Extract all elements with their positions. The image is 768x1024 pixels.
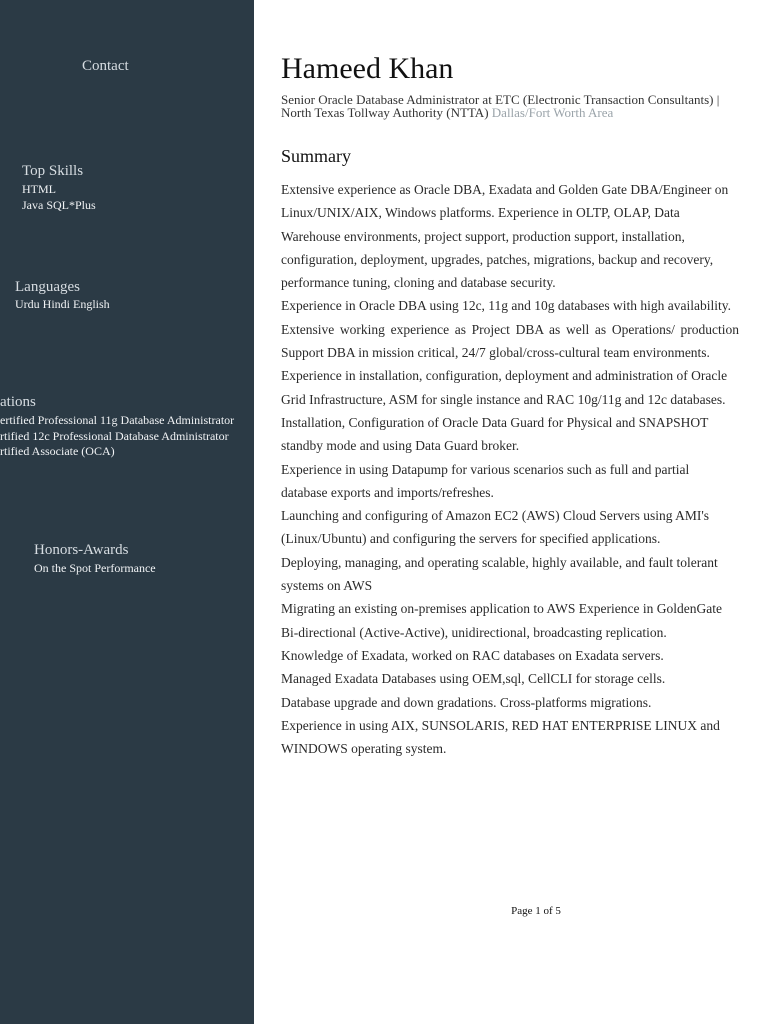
location: Dallas/Fort Worth Area <box>491 105 614 120</box>
summary-paragraph: Installation, Configuration of Oracle Data Guard for Physical and SNAPSHOT standby mode and using Data Guard broker. <box>281 414 709 454</box>
certification-item: rtified Associate (OCA) <box>0 444 115 458</box>
main-content <box>281 0 741 1024</box>
summary-heading: Summary <box>281 146 351 166</box>
certifications-heading: ations <box>0 394 36 410</box>
headline-text: Senior Oracle Database Administrator at ETC (Electronic Transaction Consultants) | North Texas Tollway Authority (NTTA) <box>281 92 720 120</box>
summary-paragraph: Managed Exadata Databases using OEM,sql, CellCLI for storage cells. <box>281 671 666 687</box>
certification-item: ertified Professional 11g Database Administrator <box>0 413 235 427</box>
top-skills-heading: Top Skills <box>22 163 84 179</box>
sidebar <box>0 0 254 1024</box>
summary-paragraph: Migrating an existing on-premises application to AWS Experience in GoldenGate Bi-directional (Active-Active), unidirectional, broadcasting replication. <box>281 601 722 640</box>
summary-paragraph: Extensive experience as Oracle DBA, Exadata and Golden Gate DBA/Engineer on Linux/UNIX/AIX, Windows platforms. Experience in OLTP, OLAP, Data Warehouse environments, project support, production support, installation, configuration, deployment, upgrades, patches, migrations, backup and recovery, performance tuning, cloning and database security. <box>281 182 729 291</box>
skill-item: HTML <box>22 182 56 196</box>
summary-paragraph: Database upgrade and down gradations. Cross-platforms migrations. <box>281 694 652 710</box>
summary-paragraph: Experience in using Datapump for various scenarios such as full and partial database exports and imports/refreshes. <box>281 461 690 500</box>
page-number: Page 1 of 5 <box>511 905 561 917</box>
summary-paragraph: Extensive working experience as Project DBA as well as Operations/ production Support DBA in mission critical, 24/7 global/cross-cultural team environments. <box>281 321 739 361</box>
summary-paragraph: Launching and configuring of Amazon EC2 (AWS) Cloud Servers using AMI's (Linux/Ubuntu) and configuring the servers for specified applications. <box>281 508 710 547</box>
summary-paragraph: Experience in using AIX, SUNSOLARIS, RED HAT ENTERPRISE LINUX and WINDOWS operating system. <box>281 717 720 757</box>
summary-paragraph: Knowledge of Exadata, worked on RAC databases on Exadata servers. <box>281 647 664 663</box>
summary-body <box>281 178 739 760</box>
languages-list: Urdu Hindi English <box>15 297 110 311</box>
summary-paragraph: Experience in installation, configuration, deployment and administration of Oracle Grid Infrastructure, ASM for single instance and RAC 10g/11g and 12c databases. <box>281 368 728 407</box>
summary-paragraph: Experience in Oracle DBA using 12c, 11g and 10g databases with high availability. <box>281 298 732 314</box>
person-name: Hameed Khan <box>281 52 454 85</box>
honors-item: On the Spot Performance <box>34 561 156 575</box>
certification-item: rtified 12c Professional Database Administrator <box>0 429 229 443</box>
honors-heading: Honors-Awards <box>34 542 129 558</box>
contact-heading: Contact <box>82 58 129 74</box>
languages-heading: Languages <box>15 279 80 295</box>
skill-item: Java SQL*Plus <box>22 198 96 212</box>
summary-paragraph: Deploying, managing, and operating scalable, highly available, and fault tolerant systems on AWS <box>281 554 718 594</box>
headline <box>281 93 741 119</box>
